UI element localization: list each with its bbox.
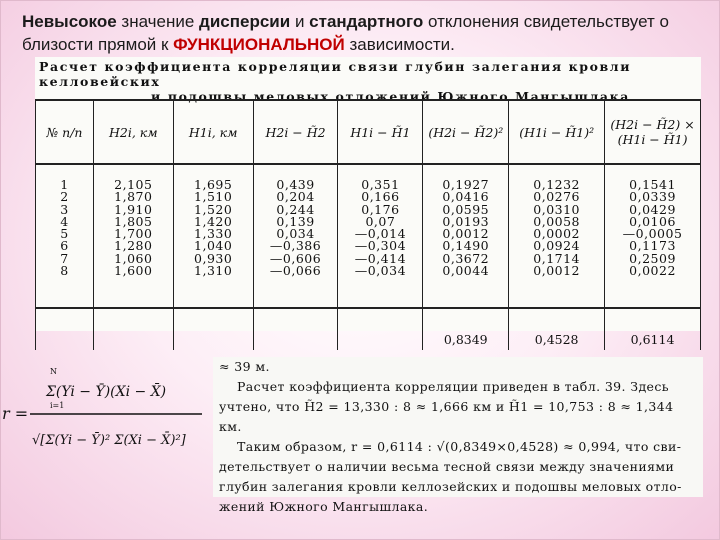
table-sum-cell — [173, 308, 253, 350]
text-line: жений Южного Мангышлака. — [219, 499, 429, 514]
heading-text-2: и — [290, 12, 310, 31]
table-sum-cell: 0,6114 — [605, 308, 701, 350]
table-column-cell — [605, 164, 701, 308]
table-value: 0,0193 — [442, 213, 490, 229]
table-value: 0,0339 — [629, 189, 676, 205]
table-value: 1,280 — [114, 238, 153, 254]
table-value: —0,304 — [354, 238, 407, 254]
caption-line-1: Расчет коэффициента корреляции связи глубин залегания кровли келловейских — [39, 59, 632, 89]
table-value: 0,351 — [361, 177, 400, 192]
correlation-formula — [2, 358, 207, 468]
header-cell: H1i, км — [173, 100, 253, 164]
table-value: 0,0924 — [533, 238, 581, 254]
formula-denominator: √[Σ(Yi − Ȳ)² Σ(Xi − X̄)²] — [32, 433, 186, 448]
table-sum-cell: 0,4528 — [509, 308, 605, 350]
formula-numerator: Σ(Yi − Ȳ)(Xi − X̄) — [46, 384, 167, 400]
table-value: 6 — [60, 238, 69, 254]
table-sum-cell — [36, 308, 94, 350]
table-value: 0,244 — [276, 201, 315, 217]
table-value: 0,0429 — [629, 201, 676, 217]
text-line: Таким образом, r = 0,6114 : √(0,8349×0,4528) ≈ 0,994, что сви- — [237, 439, 682, 454]
text-line: учтено, что H̃2 = 13,330 : 8 ≈ 1,666 км и H̃1 = 10,753 : 8 ≈ 1,344 км. — [219, 399, 674, 434]
table-value: 2,105 — [114, 177, 153, 192]
table-value: 0,0106 — [629, 213, 676, 229]
table-value: —0,386 — [269, 238, 322, 254]
formula-upper-limit: N — [50, 367, 57, 376]
header-cell: (H1i − H̃1)² — [509, 100, 605, 164]
scanned-table-image — [35, 57, 701, 347]
table-value: 1,040 — [194, 238, 233, 254]
table-value: 1 — [60, 177, 69, 192]
table-value: 2 — [60, 189, 69, 205]
table-data-row — [36, 164, 701, 308]
heading-text-4: зависимости. — [344, 35, 455, 54]
table-value: 0,034 — [276, 226, 315, 242]
table-value: —0,606 — [269, 250, 322, 266]
table-value: 1,420 — [194, 213, 233, 229]
table-value: —0,0005 — [622, 226, 683, 242]
heading-text-1: значение — [116, 12, 200, 31]
heading-bold-word: Невысокое — [22, 12, 117, 31]
table-value: 0,930 — [194, 250, 233, 266]
table-column-cell — [509, 164, 605, 308]
table-value: 1,600 — [114, 263, 153, 279]
text-line: Расчет коэффициента корреляции приведен в табл. 39. Здесь — [237, 379, 669, 394]
table-sum-row — [36, 308, 701, 350]
table-value: 0,176 — [361, 201, 400, 217]
table-value: 0,0044 — [442, 263, 490, 279]
table-value: —0,034 — [354, 263, 407, 279]
table-column-cell — [423, 164, 509, 308]
table-value: 7 — [60, 250, 69, 266]
correlation-table — [35, 99, 701, 350]
table-value: 1,700 — [114, 226, 153, 242]
table-column-cell — [173, 164, 253, 308]
table-value: 0,1927 — [442, 177, 490, 192]
table-value: 0,2509 — [629, 250, 676, 266]
table-value: 1,510 — [194, 189, 233, 205]
table-value: 0,1714 — [533, 250, 581, 266]
table-caption — [39, 59, 699, 104]
table-value: 0,0012 — [442, 226, 490, 242]
table-value: 0,204 — [276, 189, 315, 205]
header-cell: H1i − H̃1 — [338, 100, 423, 164]
table-column-cell — [253, 164, 338, 308]
table-sum-cell: 0,8349 — [423, 308, 509, 350]
table-value: 0,0012 — [533, 263, 581, 279]
table-value: 0,1490 — [442, 238, 490, 254]
table-sum-cell — [93, 308, 173, 350]
table-value: 0,1232 — [533, 177, 581, 192]
table-value: 0,1173 — [629, 238, 676, 254]
table-sum-cell — [338, 308, 423, 350]
heading-text-3: отклонения свидетельствует о близости прямой к — [22, 12, 669, 54]
heading-standard: стандартного — [309, 12, 424, 31]
table-value: 4 — [60, 213, 69, 229]
table-value: —0,014 — [354, 226, 407, 242]
header-cell: № п/п — [36, 100, 94, 164]
table-value: 3 — [60, 201, 69, 217]
formula-lhs: r = — [2, 404, 29, 423]
table-value: 0,0310 — [533, 201, 581, 217]
table-value: 0,0022 — [629, 263, 676, 279]
caption-line-2: и подошвы меловых отложений Южного Мангышлака — [151, 89, 630, 104]
heading-functional: ФУНКЦИОНАЛЬНОЙ — [173, 35, 345, 54]
table-sum-cell — [253, 308, 338, 350]
header-cell: (H2i − H̃2) × (H1i − H̃1) — [605, 100, 701, 164]
header-cell: H2i − H̃2 — [253, 100, 338, 164]
table-value: 0,0058 — [533, 213, 581, 229]
scanned-text-image — [213, 357, 703, 514]
table-value: 0,3672 — [442, 250, 490, 266]
table-value: 1,805 — [114, 213, 153, 229]
table-value: 0,0416 — [442, 189, 490, 205]
table-value: 1,870 — [114, 189, 153, 205]
header-cell: (H2i − H̃2)² — [423, 100, 509, 164]
text-line: глубин залегания кровли келлозейских и подошвы меловых отло- — [219, 479, 682, 494]
slide-heading — [22, 10, 712, 56]
table-header-row — [36, 100, 701, 164]
table-column-cell — [36, 164, 94, 308]
table-value: 1,060 — [114, 250, 153, 266]
table-value: 1,310 — [194, 263, 233, 279]
table-value: 0,07 — [365, 213, 396, 229]
table-value: 0,0276 — [533, 189, 581, 205]
table-value: 0,166 — [361, 189, 400, 205]
table-value: —0,066 — [269, 263, 322, 279]
table-value: 0,0595 — [442, 201, 490, 217]
table-value: 1,520 — [194, 201, 233, 217]
text-line: ≈ 39 м. — [219, 359, 270, 374]
table-value: 5 — [60, 226, 69, 242]
table-value: 0,0002 — [533, 226, 581, 242]
table-value: 1,695 — [194, 177, 233, 192]
table-value: 0,139 — [276, 213, 315, 229]
text-line: детельствует о наличии весьма тесной связи между значениями — [219, 459, 675, 474]
table-value: 1,330 — [194, 226, 233, 242]
table-value: 1,910 — [114, 201, 153, 217]
table-column-cell — [338, 164, 423, 308]
table-value: 0,1541 — [629, 177, 676, 192]
table-value: 0,439 — [276, 177, 315, 192]
table-value: 8 — [60, 263, 69, 279]
formula-lower-limit: i=1 — [50, 401, 65, 410]
table-value: —0,414 — [354, 250, 407, 266]
header-cell: H2i, км — [93, 100, 173, 164]
heading-dispersion: дисперсии — [199, 12, 291, 31]
table-column-cell — [93, 164, 173, 308]
